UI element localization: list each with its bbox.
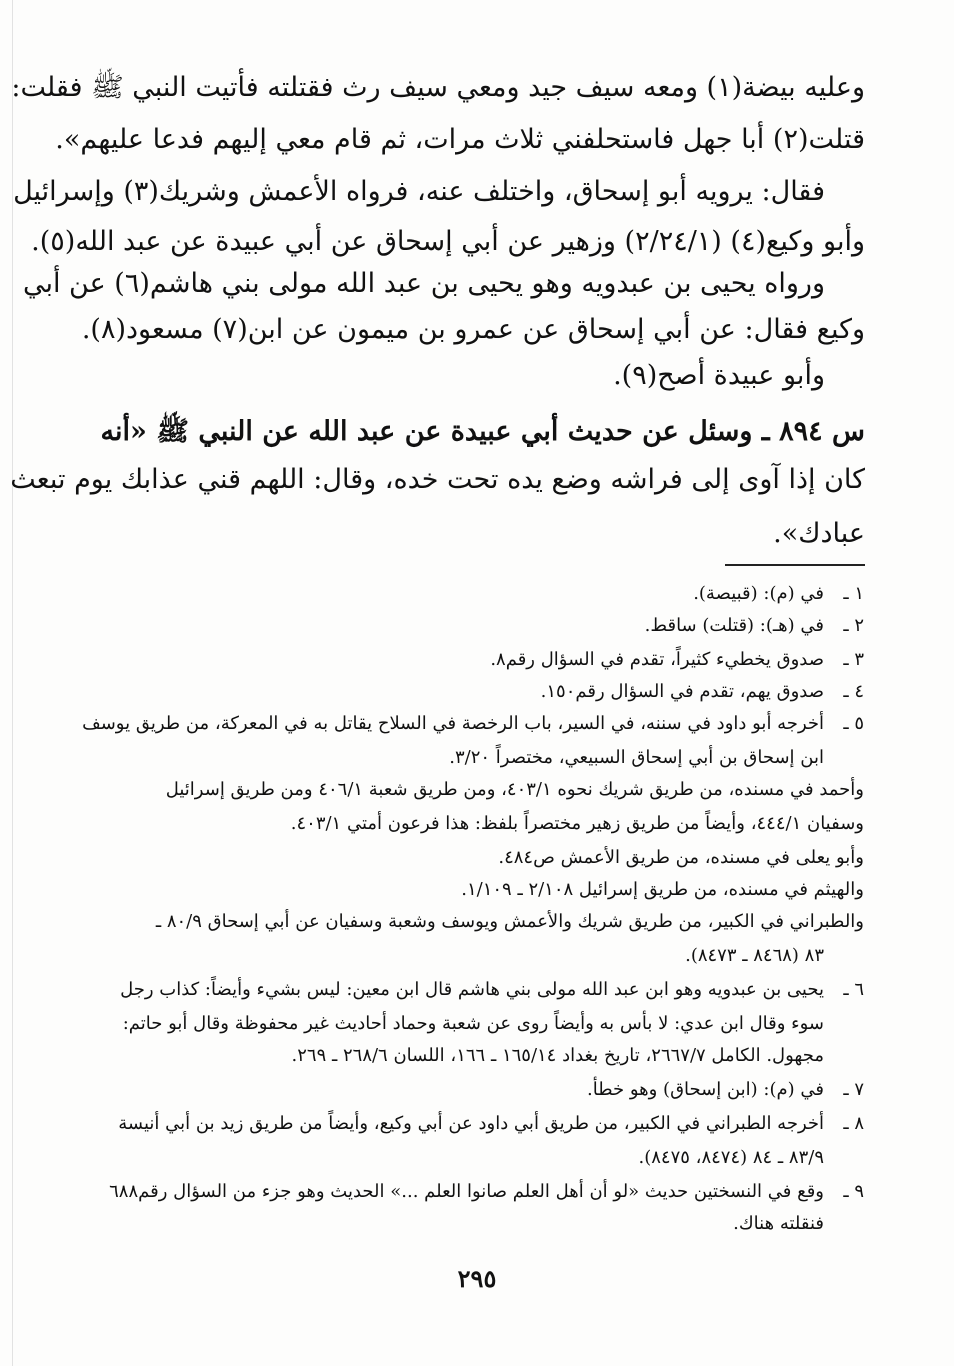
footnote-continuation: ابن إسحاق بن أبي إسحاق السبيعي، مختصراً ٣/٢٠.	[449, 747, 824, 768]
footnote	[118, 1110, 864, 1138]
footnote-continuation: مجهول. الكامل ٢٦٦٧/٧، تاريخ بغداد ١٦٥/١٤ ـ ١٦٦، اللسان ٢٦٨/٦ ـ ٢٦٩.	[291, 1045, 824, 1066]
footnote-number: ١ ـ	[843, 583, 864, 604]
body-line: وعليه بيضة(١) ومعه سيف جيد ومعي سيف رث فقتلته فأتيت النبي ﷺ فقلت:	[11, 72, 865, 103]
body-line: وكيع فقال: عن أبي إسحاق عن عمرو بن ميمون عن ابن(٧) مسعود(٨).	[81, 314, 865, 345]
body-line: قتلت(٢) أبا جهل فاستحلفني ثلاث مرات، ثم قام معي إليهم فدعا عليهم».	[55, 124, 865, 155]
footnote-number: ٩ ـ	[843, 1181, 864, 1202]
footnote-number: ٤ ـ	[843, 681, 864, 702]
footnote	[129, 580, 864, 608]
footnote-text: صدوق يخطيء كثيراً، تقدم في السؤال رقم٨.	[490, 649, 824, 670]
question-heading: س ٨٩٤ ـ وسئل عن حديث أبي عبيدة عن عبد الله عن النبي ﷺ «أنه	[100, 416, 865, 447]
footnote-continuation: سوء وقال ابن عدي: لا بأس به وأيضاً روى عن شعبة وحماد أحاديث غير محفوظة وقال أبو حاتم:	[122, 1013, 824, 1034]
footnote-continuation: فنقلته هناك.	[733, 1213, 824, 1234]
footnote-text: يحيى بن عبدويه وهو ابن عبد الله مولى بني هاشم قال ابن معين: ليس بشيء وأيضاً: كذاب رجل	[120, 979, 824, 1000]
page-number: ٢٩٥	[457, 1264, 497, 1293]
footnote-separator	[725, 564, 865, 566]
footnote-continuation: ٨٣/٩ ـ ٨٤ (٨٤٧٤، ٨٤٧٥).	[638, 1147, 824, 1168]
footnote-continuation: ٨٣ (٨٤٦٨ ـ ٨٤٧٣).	[685, 945, 824, 966]
footnote-number: ٨ ـ	[843, 1113, 864, 1134]
footnote-line: وأحمد في مسنده، من طريق شريك نحوه ٤٠٣/١، ومن طريق شعبة ٤٠٦/١ ومن طريق إسرائيل	[165, 779, 864, 800]
footnote-text: صدوق يهم، تقدم في السؤال رقم١٥٠.	[540, 681, 824, 702]
footnote-line: وسفيان ٤٤٤/١، وأيضاً من طريق زهير مختصراً بلفظ: هذا فرعون أمتي ٤٠٣/١.	[290, 813, 864, 834]
footnote	[129, 646, 864, 674]
body-line: وأبو وكيع(٤) (٢/٢٤/١) وزهير عن أبي إسحاق عن أبي عبيدة عن عبد الله(٥).	[31, 226, 865, 257]
footnote	[129, 1076, 864, 1104]
footnote	[129, 678, 864, 706]
footnote	[109, 1178, 864, 1206]
footnote-line: والهيثم في مسنده، من طريق إسرائيل ٢/١٠٨ ـ ١/١٠٩.	[461, 879, 864, 900]
footnote-line: وأبو يعلى في مسنده، من طريق الأعمش ص٤٨٤.	[498, 847, 864, 868]
body-line: فقال: يرويه أبو إسحاق، واختلف عنه، فرواه الأعمش وشريك(٣) وإسرائيل	[13, 176, 825, 207]
footnote-number: ٣ ـ	[843, 649, 864, 670]
footnote-number: ٧ ـ	[843, 1079, 864, 1100]
footnote	[120, 976, 864, 1004]
footnote	[82, 710, 864, 738]
footnote-text: في (هـ): (قتلت) ساقط.	[644, 615, 824, 636]
footnote-line: والطبراني في الكبير، من طريق شريك والأعمش ويوسف وشعبة وسفيان عن أبي إسحاق ٨٠/٩ ـ	[155, 911, 864, 932]
body-line: كان إذا آوى إلى فراشه وضع يده تحت خده، وقال: اللهم قني عذابك يوم تبعث	[10, 464, 865, 495]
footnote-number: ٢ ـ	[843, 615, 864, 636]
footnote-number: ٥ ـ	[843, 713, 864, 734]
footnote-text: في (م): (ابن إسحاق) وهو خطأ.	[587, 1079, 824, 1100]
body-line: عبادك».	[773, 518, 865, 549]
body-line: ورواه يحيى بن عبدويه وهو يحيى بن عبد الله مولى بني هاشم(٦) عن أبي	[22, 268, 825, 299]
footnote-text: أخرجه الطبراني في الكبير، من طريق أبي داود عن أبي وكيع، وأيضاً من طريق زيد بن أبي أنيسة	[118, 1113, 824, 1134]
footnote	[129, 612, 864, 640]
footnote-number: ٦ ـ	[843, 979, 864, 1000]
body-line: وأبو عبيدة أصح(٩).	[613, 360, 825, 391]
footnote-text: في (م): (قبيصة).	[693, 583, 824, 604]
footnote-text: أخرجه أبو داود في سننه، في السير، باب الرخصة في السلاح يقاتل به في المعركة، من طريق يوسف	[82, 713, 824, 734]
footnote-text: وقع في النسختين حديث «لو أن أهل العلم صانوا العلم ...» الحديث وهو جزء من السؤال رقم٦٨٨	[109, 1181, 824, 1202]
